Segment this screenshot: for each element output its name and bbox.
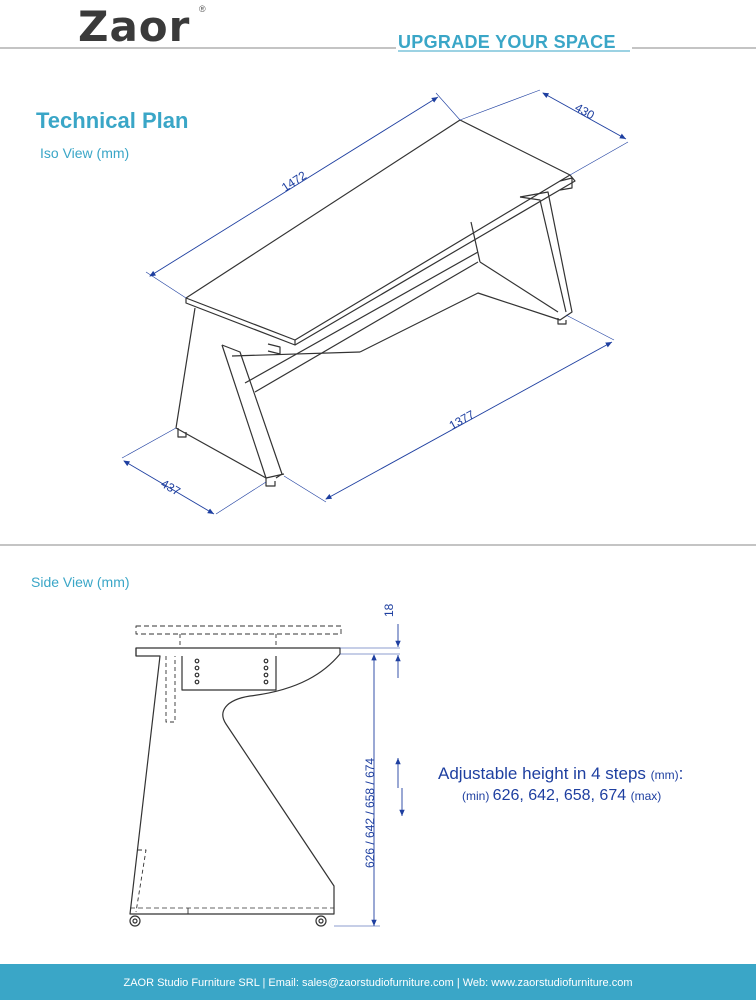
dim-top-length: 1472 <box>279 168 310 195</box>
dim-heights: 626 / 642 / 658 / 674 <box>363 757 377 868</box>
dim-bottom-length: 1377 <box>446 407 477 433</box>
footer-bar: ZAOR Studio Furniture SRL | Email: sales@zaorstudiofurniture.com | Web: www.zaorstudiofurniture.com <box>0 964 756 1000</box>
iso-desk-drawing <box>176 120 575 486</box>
side-desk-drawing <box>130 626 341 926</box>
adjustable-height-heading: Adjustable height in 4 steps (mm): <box>438 764 684 783</box>
side-view-subtitle: Side View (mm) <box>31 574 130 590</box>
iso-view-subtitle: Iso View (mm) <box>40 145 130 161</box>
dim-top-depth: 430 <box>572 100 597 123</box>
page-title: Technical Plan <box>36 108 189 133</box>
brand-logo: Zaor <box>78 2 191 51</box>
dim-thickness: 18 <box>382 603 396 617</box>
adjustable-height-values: (min) 626, 642, 658, 674 (max) <box>462 787 662 804</box>
dim-side-depth: 437 <box>158 476 183 499</box>
tagline: UPGRADE YOUR SPACE <box>398 32 616 52</box>
registered-mark: ® <box>199 4 206 14</box>
